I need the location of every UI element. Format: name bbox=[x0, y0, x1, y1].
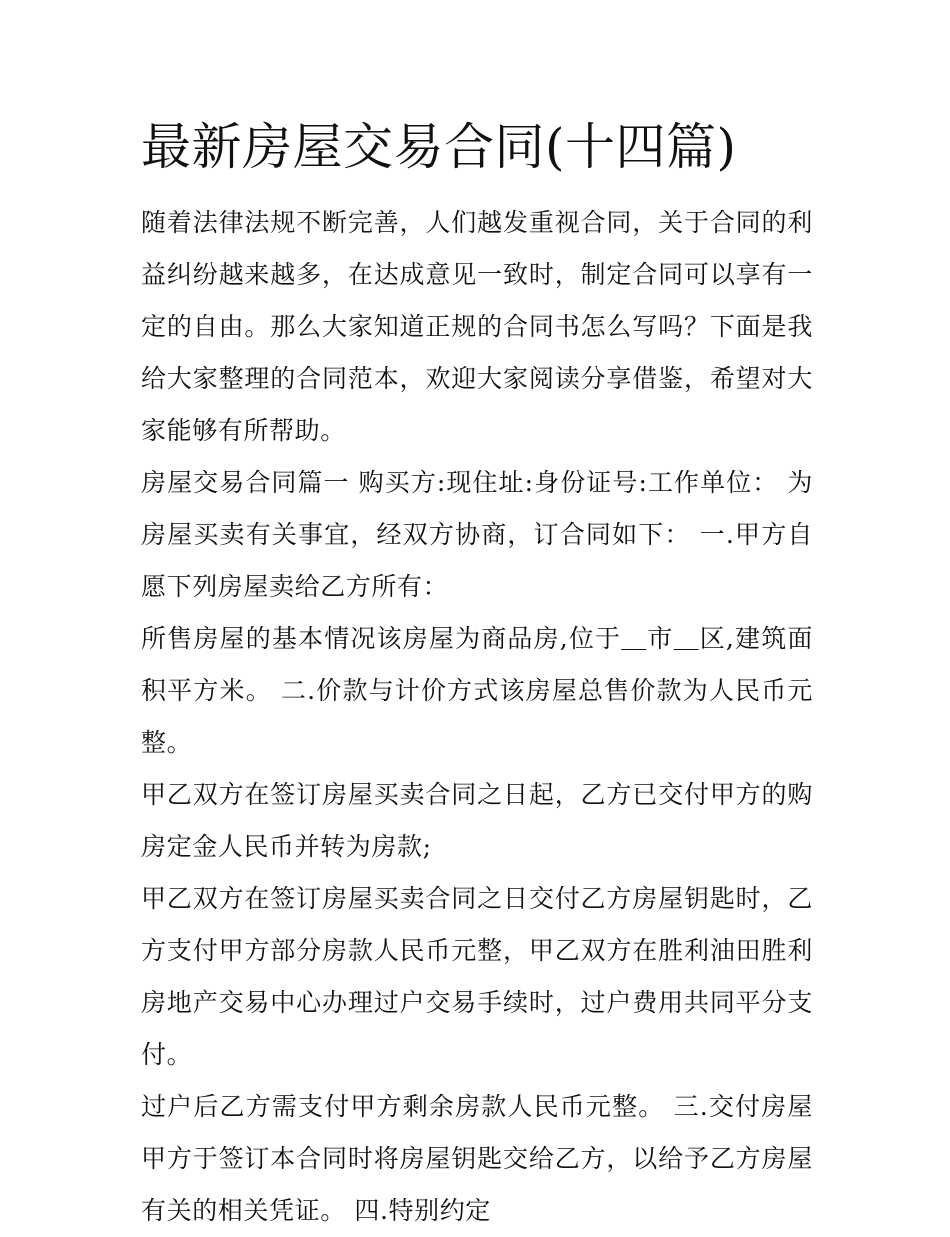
paragraph-key-handover-payment: 甲乙双方在签订房屋买卖合同之日交付乙方房屋钥匙时，乙方支付甲方部分房款人民币元整，甲乙双方在胜利油田胜利房地产交易中心办理过户交易手续时，过户费用共同平分支付。 bbox=[141, 884, 813, 1069]
paragraph-property-details: 所售房屋的基本情况该房屋为商品房,位于＿市＿区,建筑面积平方米。 二.价款与计价方式该房屋总售价款为人民币元整。 bbox=[141, 624, 813, 757]
paragraph-deposit: 甲乙双方在签订房屋买卖合同之日起，乙方已交付甲方的购房定金人民币并转为房款; bbox=[141, 780, 813, 861]
paragraph-contract-one-parties: 房屋交易合同篇一 购买方:现住址:身份证号:工作单位： 为房屋买卖有关事宜，经双方协商，订合同如下： 一.甲方自愿下列房屋卖给乙方所有： bbox=[141, 468, 813, 601]
paragraph-intro: 随着法律法规不断完善，人们越发重视合同，关于合同的利益纠纷越来越多，在达成意见一致时，制定合同可以享有一定的自由。那么大家知道正规的合同书怎么写吗？下面是我给大家整理的合同范本，欢迎大家阅读分享借鉴，希望对大家能够有所帮助。 bbox=[141, 208, 813, 445]
document-title: 最新房屋交易合同(十四篇) bbox=[141, 118, 737, 176]
document-body bbox=[141, 112, 813, 1237]
paragraph-remaining-payment: 过户后乙方需支付甲方剩余房款人民币元整。 三.交付房屋甲方于签订本合同时将房屋钥匙交给乙方，以给予乙方房屋有关的相关凭证。 四.特别约定 bbox=[141, 1092, 813, 1225]
